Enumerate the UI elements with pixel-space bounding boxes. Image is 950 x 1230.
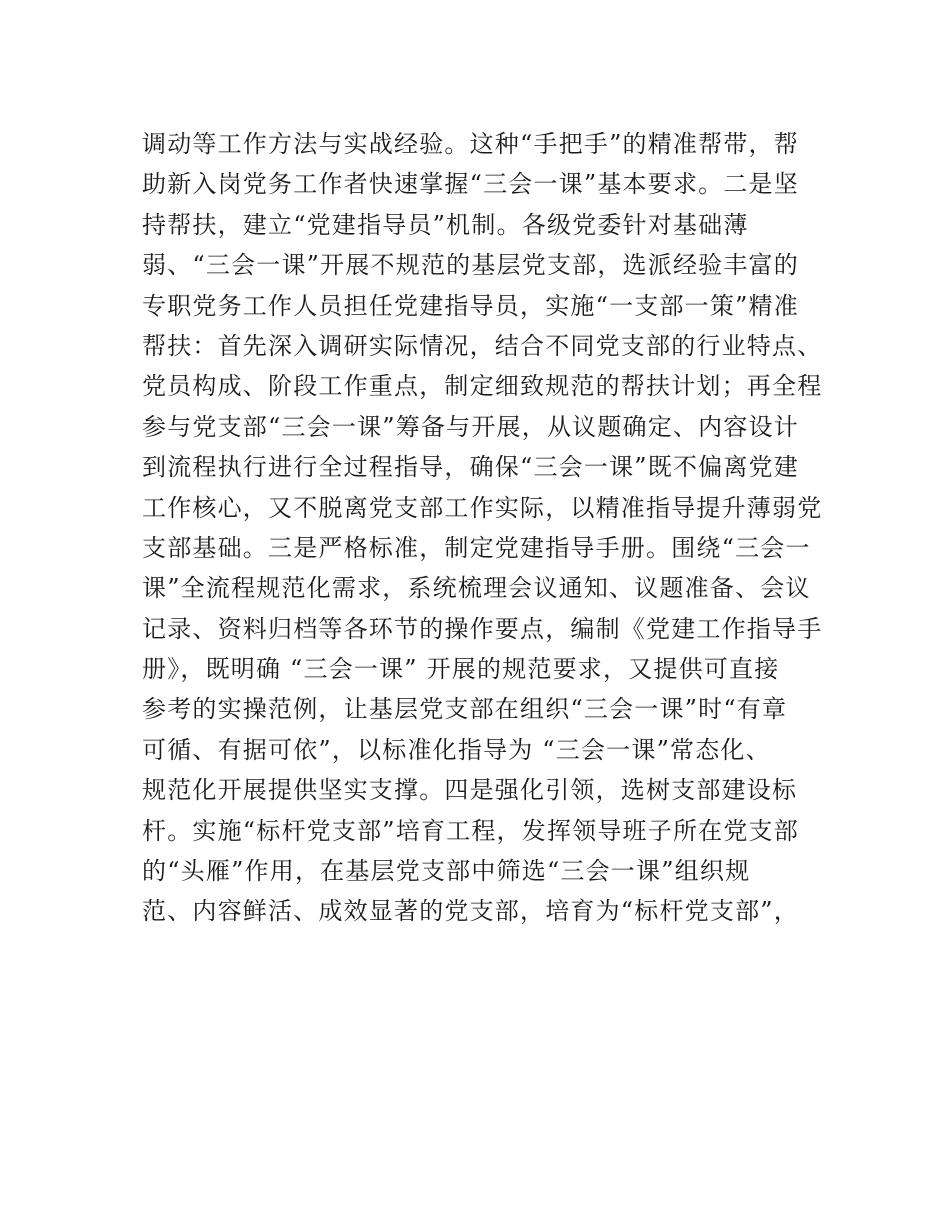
text-line: 记录、资料归档等各环节的操作要点，编制《党建工作指导手 bbox=[142, 614, 823, 643]
body-paragraph bbox=[142, 124, 822, 932]
text-line: 课”全流程规范化需求，系统梳理会议通知、议题准备、会议 bbox=[142, 574, 811, 603]
text-line: 支部基础。三是严格标准，制定党建指导手册。围绕“三会一 bbox=[142, 533, 811, 562]
text-line: 工作核心，又不脱离党支部工作实际，以精准指导提升薄弱党 bbox=[142, 493, 823, 522]
text-line: 到流程执行进行全过程指导，确保“三会一课”既不偏离党建 bbox=[142, 453, 799, 482]
text-line: 杆。实施“标杆党支部”培育工程，发挥领导班子所在党支部 bbox=[142, 816, 799, 845]
text-line: 党员构成、阶段工作重点，制定细致规范的帮扶计划；再全程 bbox=[142, 372, 823, 401]
text-line: 的“头雁”作用，在基层党支部中筛选“三会一课”组织规 bbox=[142, 857, 751, 886]
text-line: 参与党支部“三会一课”筹备与开展，从议题确定、内容设计 bbox=[142, 412, 799, 441]
text-line: 范、内容鲜活、成效显著的党支部，培育为“标杆党支部”， bbox=[142, 897, 799, 926]
text-line: 参考的实操范例，让基层党支部在组织“三会一课”时“有章 bbox=[142, 695, 788, 724]
text-line: 规范化开展提供坚实支撑。四是强化引领，选树支部建设标 bbox=[142, 776, 798, 805]
text-line: 弱、“三会一课”开展不规范的基层党支部，选派经验丰富的 bbox=[142, 251, 799, 280]
text-line: 册》，既明确 “三会一课” 开展的规范要求，又提供可直接 bbox=[142, 655, 780, 684]
text-line: 可循、有据可依”，以标准化指导为 “三会一课”常态化、 bbox=[142, 735, 771, 764]
text-line: 助新入岗党务工作者快速掌握“三会一课”基本要求。二是坚 bbox=[142, 170, 799, 199]
text-line: 调动等工作方法与实战经验。这种“手把手”的精准帮带，帮 bbox=[142, 130, 799, 158]
text-line: 持帮扶，建立“党建指导员”机制。各级党委针对基础薄 bbox=[142, 210, 749, 239]
text-line: 帮扶：首先深入调研实际情况，结合不同党支部的行业特点、 bbox=[142, 331, 823, 360]
text-line: 专职党务工作人员担任党建指导员，实施“一支部一策”精准 bbox=[142, 291, 799, 320]
